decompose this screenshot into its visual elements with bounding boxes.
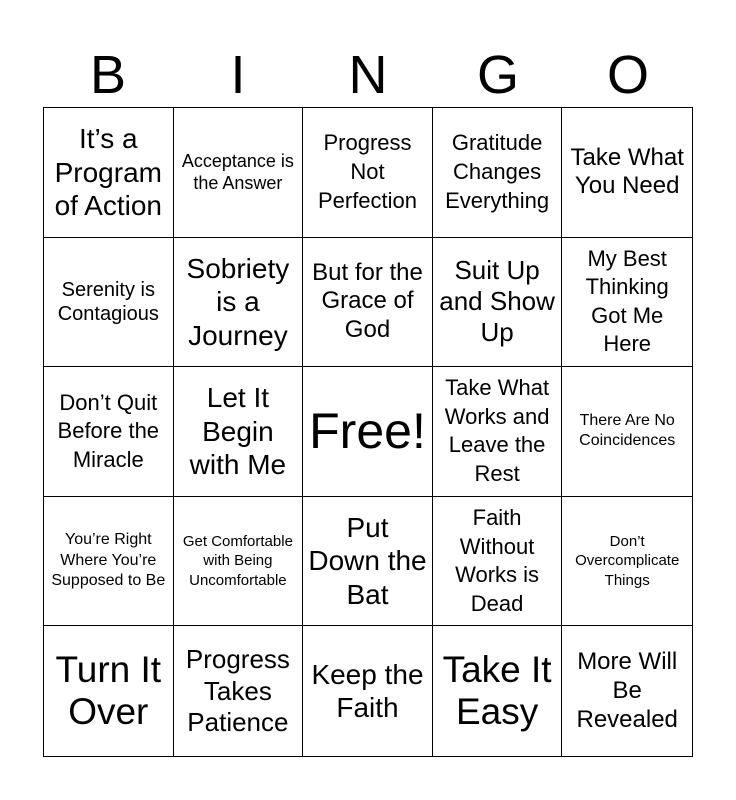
bingo-cell[interactable]: Gratitude Changes Everything [433,108,563,238]
bingo-cell[interactable]: Suit Up and Show Up [433,238,563,368]
bingo-cell[interactable]: Acceptance is the Answer [174,108,304,238]
bingo-cell[interactable]: There Are No Coincidences [562,367,692,497]
bingo-header [43,42,693,108]
free-space-cell[interactable]: Free! [303,367,433,497]
bingo-cell[interactable]: Take What You Need [562,108,692,238]
bingo-cell[interactable]: My Best Thinking Got Me Here [562,238,692,368]
bingo-cell[interactable]: Take It Easy [433,626,563,756]
header-letter-g: G [476,45,519,105]
bingo-cell[interactable]: Take What Works and Leave the Rest [433,367,563,497]
bingo-cell[interactable]: Don’t Overcomplicate Things [562,497,692,627]
bingo-cell[interactable]: Serenity is Contagious [44,238,174,368]
bingo-cell[interactable]: You’re Right Where You’re Supposed to Be [44,497,174,627]
bingo-cell[interactable]: Turn It Over [44,626,174,756]
bingo-cell[interactable]: Put Down the Bat [303,497,433,627]
bingo-cell[interactable]: Progress Not Perfection [303,108,433,238]
bingo-cell[interactable]: Progress Takes Patience [174,626,304,756]
bingo-board [43,107,693,757]
bingo-cell[interactable]: Faith Without Works is Dead [433,497,563,627]
bingo-cell[interactable]: Get Comfortable with Being Uncomfortable [174,497,304,627]
header-letter-b: B [89,45,127,105]
header-letter-o: O [606,45,649,105]
header-letter-i: I [230,45,246,105]
bingo-cell[interactable]: More Will Be Revealed [576,648,678,733]
bingo-cell[interactable]: Let It Begin with Me [174,367,304,497]
header-letter-n: N [348,45,388,105]
bingo-cell[interactable]: Sobriety is a Journey [174,238,304,368]
bingo-cell[interactable]: But for the Grace of God [303,238,433,368]
bingo-cell[interactable]: Don’t Quit Before the Miracle [44,367,174,497]
bingo-cell[interactable]: Keep the Faith [303,626,433,756]
bingo-cell[interactable]: It’s a Program of Action [44,108,174,238]
